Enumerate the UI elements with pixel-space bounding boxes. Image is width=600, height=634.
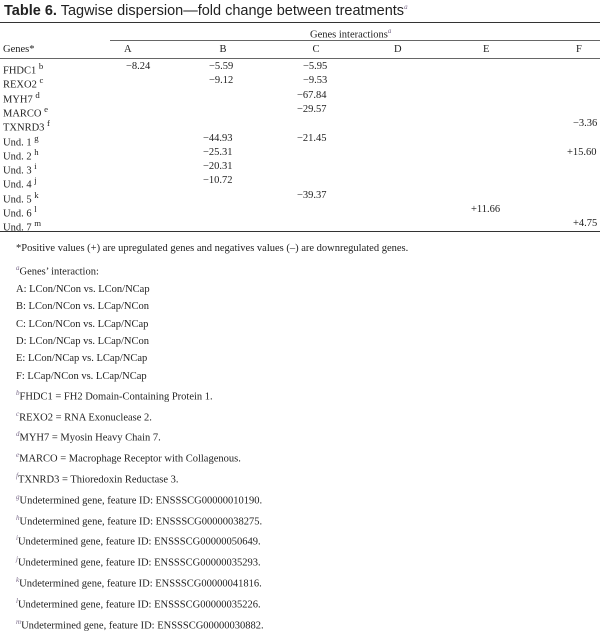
table-cell: −8.24	[126, 61, 151, 72]
footnote-text: Undetermined gene, feature ID: ENSSSCG00000010190.	[19, 495, 263, 507]
gene-marker: l	[34, 204, 37, 214]
footnote	[16, 333, 408, 350]
footnote-text: *Positive values (+) are upregulated genes and negatives values (–) are downregulated genes.	[16, 243, 409, 254]
footnote-marker: m	[16, 617, 22, 626]
footnote	[16, 468, 408, 489]
footnote-marker: i	[16, 534, 18, 543]
gene-name: MARCO	[3, 108, 42, 120]
footnote-text: REXO2 = RNA Exonuclease 2.	[19, 412, 152, 424]
footnote	[16, 350, 408, 367]
footnote-text: F: LCap/NCon vs. LCap/NCap	[16, 370, 147, 382]
gene-marker: f	[47, 118, 50, 129]
gene-name: REXO2	[3, 79, 37, 91]
table-cell: −39.37	[297, 189, 327, 201]
table-cell: −29.57	[297, 103, 327, 115]
footnotes	[16, 240, 408, 634]
gene-marker: g	[34, 132, 39, 143]
footnote-text: Undetermined gene, feature ID: ENSSSCG00000030882.	[21, 620, 264, 632]
footnote	[16, 551, 408, 572]
header-rule	[0, 58, 600, 59]
top-rule	[0, 22, 600, 23]
gene-name: Und. 2	[3, 151, 32, 163]
gene-name: Und. 1	[3, 137, 32, 148]
footnote-text: MARCO = Macrophage Receptor with Collagenous.	[19, 453, 241, 465]
footnote-text: MYH7 = Myosin Heavy Chain 7.	[19, 432, 161, 444]
footnote	[16, 406, 408, 427]
table-cell: −67.84	[297, 89, 327, 101]
bottom-rule	[0, 231, 600, 232]
footnote-text: B: LCon/NCon vs. LCap/NCon	[16, 301, 150, 313]
row-label	[3, 175, 37, 191]
footnote-text: D: LCon/NCap vs. LCap/NCon	[16, 335, 149, 347]
footnote-marker: a	[16, 264, 20, 273]
gene-marker: i	[34, 161, 37, 172]
gene-marker: j	[34, 175, 37, 186]
table-cell: +11.66	[471, 204, 501, 215]
row-label	[3, 133, 39, 149]
footnote	[16, 281, 408, 298]
footnote	[16, 426, 408, 447]
caption-text: Tagwise dispersion—fold change between treatments	[56, 3, 405, 19]
gene-name: MYH7	[3, 94, 33, 106]
row-label	[3, 90, 40, 106]
gene-name: Und. 4	[3, 179, 32, 191]
table-cell: −9.12	[209, 75, 234, 87]
column-header-b: B	[219, 44, 227, 55]
table-cell: +4.75	[573, 218, 598, 230]
footnote	[16, 240, 408, 257]
gene-name: FHDC1	[3, 65, 37, 77]
table-cell: −3.36	[573, 118, 598, 130]
footnote-marker: d	[16, 430, 20, 439]
genes-interactions-header	[310, 27, 391, 41]
gene-marker: c	[39, 75, 44, 86]
footnote-marker: c	[16, 409, 20, 418]
gene-marker: b	[38, 61, 44, 71]
column-header-f: F	[576, 44, 582, 55]
footnote-text: A: LCon/NCon vs. LCon/NCap	[16, 284, 150, 296]
table-cell: −21.45	[297, 132, 327, 144]
row-label	[3, 190, 39, 206]
footnote	[16, 316, 408, 333]
footnote	[16, 298, 408, 315]
row-label	[3, 104, 48, 120]
footnote	[16, 385, 408, 406]
footnote-marker: f	[16, 472, 18, 481]
footnote	[16, 489, 408, 510]
footnote-text: Undetermined gene, feature ID: ENSSSCG00000035226.	[17, 599, 261, 611]
column-header-d: D	[394, 44, 402, 55]
column-header-e: E	[483, 44, 490, 55]
footnote-marker: e	[16, 451, 20, 460]
group-marker: a	[387, 27, 392, 35]
gene-name: Und. 6	[3, 208, 32, 220]
footnote-text: TXNRD3 = Thioredoxin Reductase 3.	[17, 474, 179, 486]
caption-label: Table 6.	[4, 3, 57, 19]
table-cell: −25.31	[203, 146, 233, 158]
footnote-text: FHDC1 = FH2 Domain-Containing Protein 1.	[19, 391, 213, 403]
footnote-marker: j	[16, 555, 18, 564]
column-header-c: C	[312, 44, 320, 55]
row-label	[3, 118, 50, 134]
row-label	[3, 147, 39, 163]
row-label	[3, 75, 43, 91]
footnote-text: E: LCon/NCap vs. LCap/NCap	[16, 353, 148, 365]
gene-marker: d	[35, 89, 40, 100]
table-caption	[4, 3, 408, 20]
table-cell: −10.72	[203, 175, 233, 187]
footnote-text: Undetermined gene, feature ID: ENSSSCG00000038275.	[19, 516, 263, 528]
table-cell: −5.95	[303, 61, 328, 72]
footnote	[16, 510, 408, 531]
footnote-text: Undetermined gene, feature ID: ENSSSCG00000050649.	[17, 536, 261, 548]
footnote-marker: h	[16, 513, 20, 522]
table-cell: −44.93	[203, 132, 233, 144]
genes-column-header: Genes*	[3, 44, 35, 55]
gene-marker: m	[34, 218, 42, 229]
group-rule	[110, 40, 600, 41]
footnote-marker: b	[16, 388, 20, 397]
footnote	[16, 614, 408, 634]
footnote-text: C: LCon/NCon vs. LCap/NCap	[16, 318, 149, 330]
footnote	[16, 368, 408, 385]
row-label	[3, 161, 37, 177]
column-header-a: A	[124, 44, 132, 55]
row-label	[3, 61, 43, 77]
group-label: Genes interactions	[310, 29, 388, 41]
gene-name: Und. 7	[3, 222, 32, 234]
table-cell: +15.60	[567, 146, 597, 158]
footnote	[16, 593, 408, 614]
footnote	[16, 530, 408, 551]
footnote	[16, 447, 408, 468]
gene-marker: h	[34, 146, 39, 157]
footnote-text: Undetermined gene, feature ID: ENSSSCG00000035293.	[17, 557, 261, 569]
footnote-marker: l	[16, 596, 18, 605]
footnote	[16, 572, 408, 593]
gene-name: Und. 3	[3, 165, 32, 177]
footnote-text: Genes’ interaction:	[19, 266, 99, 278]
footnote-marker: k	[16, 576, 20, 585]
gene-name: TXNRD3	[3, 122, 45, 134]
footnote-marker: g	[16, 492, 20, 501]
table-cell: −20.31	[203, 161, 233, 173]
gene-name: Und. 5	[3, 194, 32, 206]
table-cell: −9.53	[303, 75, 328, 87]
caption-marker: a	[404, 3, 408, 12]
footnote	[16, 260, 408, 281]
footnote-text: Undetermined gene, feature ID: ENSSSCG00000041816.	[19, 578, 262, 590]
gene-marker: k	[34, 189, 39, 200]
gene-marker: e	[44, 103, 49, 114]
table-cell: −5.59	[209, 61, 234, 72]
row-label	[3, 204, 37, 220]
